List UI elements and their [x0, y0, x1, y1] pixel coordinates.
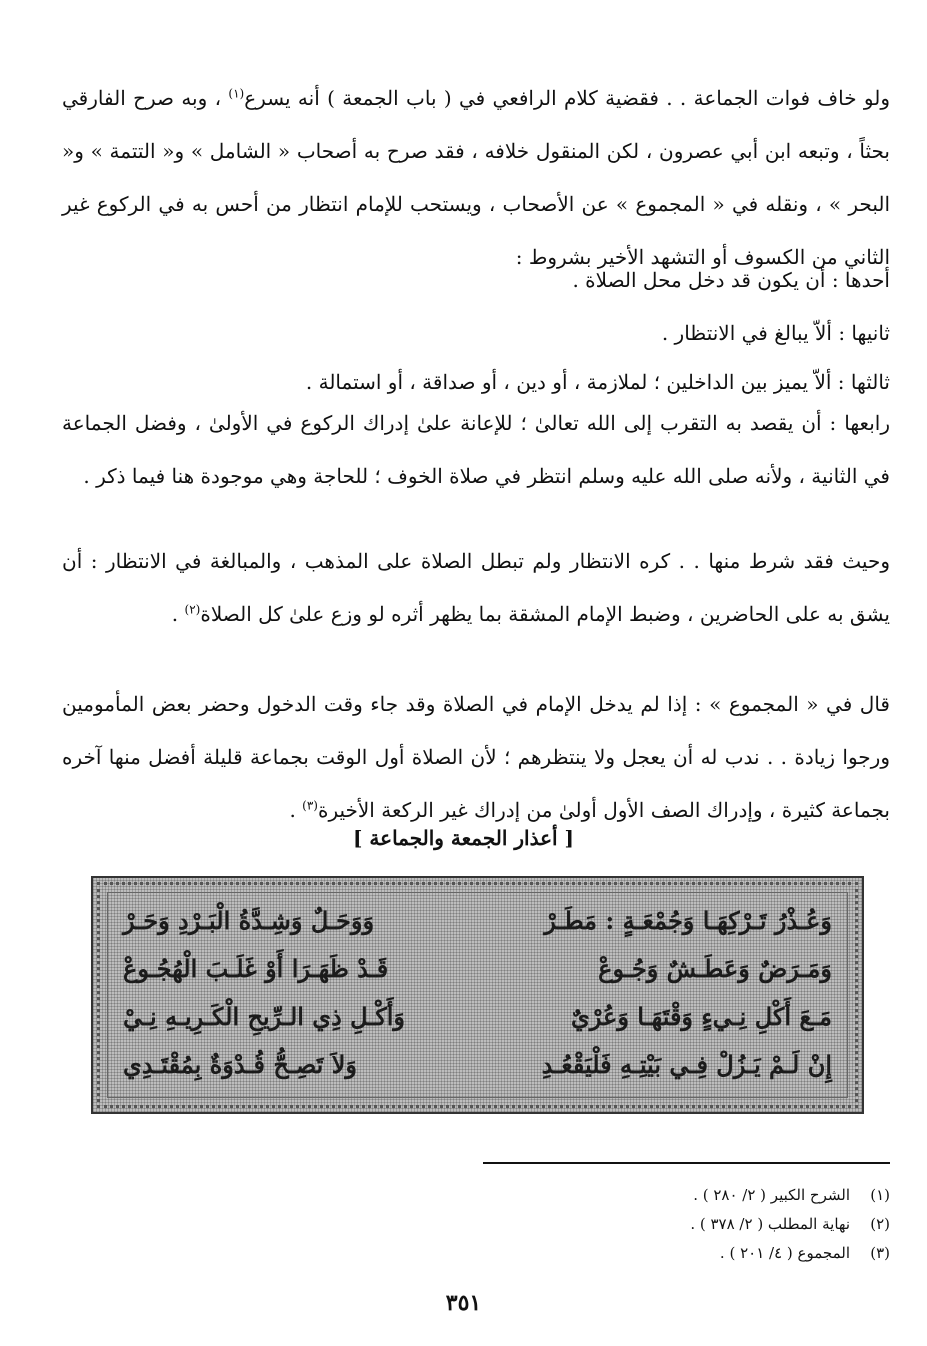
- verse-4-right: إِنْ لَـمْ يَـزُلْ فِـي بَيْتِـهِ فَلْيَقْعُـدِ: [541, 1050, 832, 1079]
- condition-2: ثانيها : ألاّ يبالغ في الانتظار .: [661, 321, 890, 345]
- page-number: ٣٥١: [445, 1290, 482, 1316]
- footnote-ref: (٢): [184, 602, 201, 617]
- verse-4-left: وَلاَ تَصِـحُّ قُـدْوَةٌ بِمُقْتَـدِي: [123, 1050, 357, 1079]
- verse-2-right: وَمَـرَضٌ وَعَطَـشٌ وَجُـوعْ: [598, 954, 832, 983]
- condition-4: رابعها : أن يقصد به التقرب إلى الله تعالىٰ ؛ للإعانة علىٰ إدراك الركوع في الأولىٰ ، وفضل الجماعة في الثانية ، ولأنه صلى الله عليه وسلم انتظر في صلاة الخوف ؛ للحاجة وهي موجودة هنا فيما ذكر .: [62, 411, 890, 488]
- paragraph-waiting: [62, 72, 890, 284]
- condition-3: ثالثها : ألاّ يميز بين الداخلين ؛ لملازمة ، أو دين ، أو صداقة ، أو استمالة .: [305, 370, 890, 394]
- paragraph-text: .: [171, 602, 185, 626]
- footnote-ref: (٣): [302, 798, 318, 813]
- paragraph-majmu: [62, 678, 890, 837]
- footnote-number: (١): [870, 1186, 890, 1204]
- footnote-text: الشرح الكبير ( ٢/ ٢٨٠ ) .: [693, 1186, 850, 1204]
- paragraph-text: قال في « المجموع » : إذا لم يدخل الإمام في الصلاة وقد جاء وقت الدخول وحضر بعض المأمومين ورجوا زيادة . . ندب له أن يعجل ولا ينتظرهم ؛ لأن الصلاة أول الوقت بجماعة قليلة أفضل منها آخره بجماعة كثيرة ، وإدراك الصف الأول أولىٰ من إدراك غير الركعة الأخيرة: [62, 692, 890, 822]
- footnote-text: نهاية المطلب ( ٢/ ٣٧٨ ) .: [690, 1215, 850, 1233]
- verse-1-right: وَعُـذْرُ تَـرْكِهَـا وَجُمْعَـةٍ : مَطَـرْ: [544, 906, 832, 935]
- footnote-number: (٢): [870, 1215, 890, 1233]
- footnote-number: (٣): [870, 1244, 890, 1262]
- paragraph-text: .: [289, 798, 303, 822]
- paragraph-missing-condition: [62, 535, 890, 641]
- footnote-text: المجموع ( ٤/ ٢٠١ ) .: [719, 1244, 850, 1262]
- condition-1: أحدها : أن يكون قد دخل محل الصلاة .: [572, 268, 890, 292]
- verse-1-left: وَوَحَـلٌ وَشِـدَّةُ الْبَـرْدِ وَحَـرْ: [123, 906, 375, 935]
- footnote-1: [693, 1184, 890, 1206]
- footnote-ref: (١): [228, 86, 245, 101]
- footnote-2: [690, 1213, 890, 1235]
- verse-3-left: وَأَكْـلِ ذِي الـرِّيحِ الْكَـرِيـهِ نِـيْ: [123, 1002, 406, 1031]
- paragraph-text: ، وبه صرح الفارقي بحثاً ، وتبعه ابن أبي عصرون ، لكن المنقول خلافه ، فقد صرح به أصحاب « الشامل » و« التتمة » و« البحر » ، ونقله في « المجموع » عن الأصحاب ، ويستحب للإمام انتظار من أحس به في الركوع غير الثاني من الكسوف أو التشهد الأخير بشروط :: [62, 86, 890, 269]
- poem-box: [91, 876, 864, 1114]
- footnote-separator: [483, 1162, 890, 1164]
- paragraph-text: وحيث فقد شرط منها . . كره الانتظار ولم تبطل الصلاة على المذهب ، والمبالغة في الانتظار : أن يشق به على الحاضرين ، وضبط الإمام المشقة بما يظهر أثره لو وزع علىٰ كل الصلاة: [62, 549, 890, 626]
- verse-2-left: قَـدْ ظَهَـرَا أَوْ غَلَـبَ الْهُجُـوعْ: [123, 954, 389, 983]
- footnote-3: [720, 1242, 890, 1264]
- section-heading: [ أعذار الجمعة والجماعة ]: [352, 826, 574, 850]
- verse-3-right: مَـعَ أَكْلِ نِـيءٍ وَقْتَهَـا وَعُرْيٌ: [571, 1002, 832, 1031]
- paragraph-text: ولو خاف فوات الجماعة . . فقضية كلام الرافعي في ( باب الجمعة ) أنه يسرع: [244, 86, 891, 110]
